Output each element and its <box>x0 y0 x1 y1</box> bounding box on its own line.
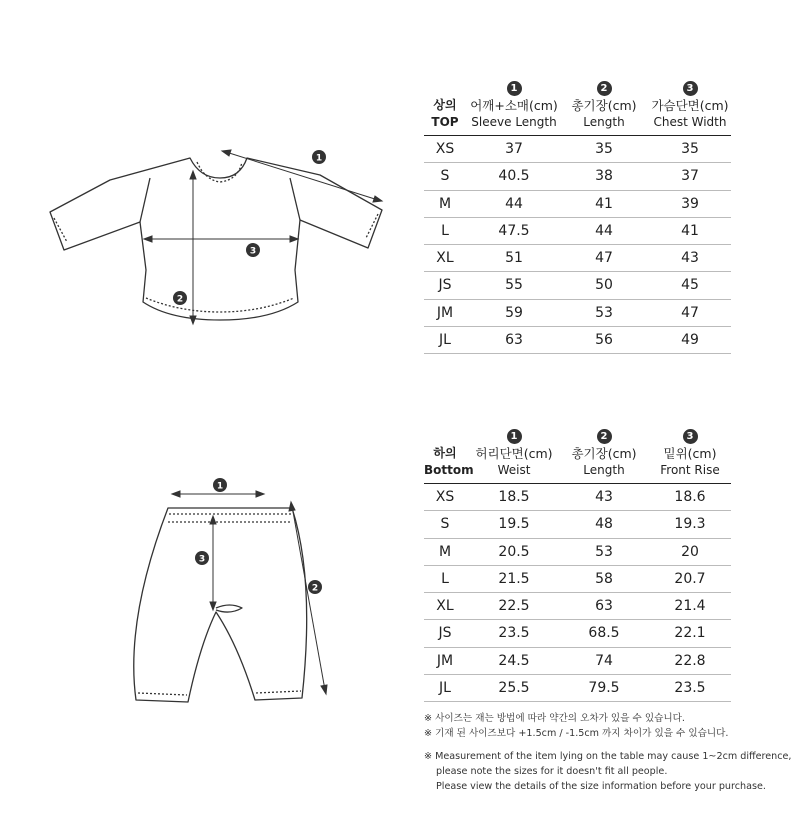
column-header-en: Length <box>583 115 625 129</box>
value-cell: 18.5 <box>498 489 530 505</box>
table-row <box>424 511 731 538</box>
bottom-table-header <box>424 424 731 484</box>
marker-3-text: 3 <box>249 246 257 257</box>
column-header-en: Weist <box>497 463 531 477</box>
value-cell: 23.5 <box>498 625 530 642</box>
marker-2-text: 2 <box>311 583 319 594</box>
value-cell: 59 <box>505 304 523 321</box>
column-header-ko: 총기장(cm) <box>571 446 637 461</box>
value-cell: 58 <box>595 570 613 587</box>
value-cell: 47 <box>681 304 699 321</box>
bottom-label-en: Bottom <box>424 463 474 477</box>
note-ko-1: ※ 사이즈는 재는 방법에 따라 약간의 오차가 있을 수 있습니다. <box>424 713 685 724</box>
bottom-garment-illustration <box>120 470 340 710</box>
top-size-table <box>424 76 731 354</box>
value-cell: 37 <box>681 168 699 185</box>
size-cell: M <box>438 543 452 560</box>
size-cell: S <box>440 168 450 185</box>
value-cell: 44 <box>505 195 523 212</box>
value-cell: 41 <box>681 222 699 239</box>
value-cell: 37 <box>505 141 523 157</box>
note-en-2: please note the sizes for it doesn't fit all people. <box>436 766 668 777</box>
size-cell: JM <box>436 652 454 669</box>
table-row <box>424 648 731 675</box>
size-cell: JM <box>436 304 454 321</box>
marker-3-badge: 3 <box>683 429 698 444</box>
value-cell: 43 <box>595 489 613 505</box>
table-row <box>424 300 731 327</box>
table-row <box>424 163 731 190</box>
value-cell: 19.3 <box>674 516 706 533</box>
value-cell: 68.5 <box>588 625 620 642</box>
column-header-ko: 밑위(cm) <box>663 446 717 461</box>
value-cell: 63 <box>595 598 613 615</box>
table-row <box>424 136 731 163</box>
table-row <box>424 272 731 299</box>
value-cell: 20.5 <box>498 543 530 560</box>
top-label-ko: 상의 <box>433 98 457 112</box>
top-garment-illustration <box>40 140 390 330</box>
value-cell: 39 <box>681 195 699 212</box>
value-cell: 43 <box>681 250 699 267</box>
marker-1-text: 1 <box>315 153 323 164</box>
value-cell: 38 <box>595 168 613 185</box>
value-cell: 50 <box>595 277 613 294</box>
value-cell: 41 <box>595 195 613 212</box>
table-row <box>424 620 731 647</box>
bottom-size-table <box>424 424 731 702</box>
top-illustration-markers <box>173 150 326 305</box>
value-cell: 56 <box>595 332 613 349</box>
note-ko-2: ※ 기재 된 사이즈보다 +1.5cm / -1.5cm 까지 차이가 있을 수 있습니다. <box>424 728 729 739</box>
marker-1-badge: 1 <box>507 429 522 444</box>
value-cell: 21.5 <box>498 570 530 587</box>
size-cell: JS <box>438 625 452 642</box>
value-cell: 25.5 <box>498 680 530 697</box>
value-cell: 53 <box>595 304 613 321</box>
marker-2-text: 2 <box>176 294 184 305</box>
column-header-ko: 가슴단면(cm) <box>651 98 729 113</box>
value-cell: 35 <box>595 141 613 157</box>
size-cell: XL <box>436 598 454 615</box>
value-cell: 45 <box>681 277 699 294</box>
marker-3-badge: 3 <box>683 81 698 96</box>
size-cell: M <box>438 195 452 212</box>
size-cell: JS <box>438 277 452 294</box>
value-cell: 49 <box>681 332 699 349</box>
note-en-1: ※ Measurement of the item lying on the table may cause 1~2cm difference, <box>424 751 792 762</box>
size-cell: XS <box>435 141 455 157</box>
value-cell: 22.1 <box>674 625 706 642</box>
size-cell: XL <box>436 250 454 267</box>
table-row <box>424 593 731 620</box>
marker-1-text: 1 <box>216 481 224 492</box>
top-table-body <box>424 136 731 354</box>
table-row <box>424 675 731 702</box>
column-header-en: Sleeve Length <box>471 115 557 129</box>
value-cell: 44 <box>595 222 613 239</box>
size-cell: L <box>441 570 449 587</box>
bottom-table-body <box>424 484 731 702</box>
table-row <box>424 327 731 354</box>
value-cell: 23.5 <box>674 680 706 697</box>
column-header-ko: 총기장(cm) <box>571 98 637 113</box>
value-cell: 53 <box>595 543 613 560</box>
bottom-label-ko: 하의 <box>433 446 457 460</box>
table-row <box>424 539 731 566</box>
table-row <box>424 566 731 593</box>
value-cell: 21.4 <box>674 598 706 615</box>
value-cell: 22.8 <box>674 652 706 669</box>
size-cell: L <box>441 222 449 239</box>
table-row <box>424 245 731 272</box>
value-cell: 18.6 <box>674 489 706 505</box>
column-header-ko: 어깨+소매(cm) <box>470 98 558 113</box>
table-row <box>424 484 731 511</box>
marker-3-text: 3 <box>198 554 206 565</box>
size-notes <box>424 711 791 794</box>
value-cell: 40.5 <box>498 168 530 185</box>
table-row <box>424 191 731 218</box>
size-cell: XS <box>435 489 455 505</box>
marker-2-badge: 2 <box>597 429 612 444</box>
note-en-3: Please view the details of the size information before your purchase. <box>436 781 766 792</box>
value-cell: 74 <box>595 652 613 669</box>
value-cell: 19.5 <box>498 516 530 533</box>
value-cell: 20.7 <box>674 570 706 587</box>
value-cell: 24.5 <box>498 652 530 669</box>
value-cell: 55 <box>505 277 523 294</box>
size-cell: JL <box>439 680 451 697</box>
top-table-header <box>424 76 731 136</box>
column-header-en: Chest Width <box>653 115 727 129</box>
size-cell: S <box>440 516 450 533</box>
marker-2-badge: 2 <box>597 81 612 96</box>
marker-1-badge: 1 <box>507 81 522 96</box>
value-cell: 79.5 <box>588 680 620 697</box>
value-cell: 22.5 <box>498 598 530 615</box>
top-label-en: TOP <box>431 115 459 129</box>
table-row <box>424 218 731 245</box>
value-cell: 48 <box>595 516 613 533</box>
column-header-ko: 허리단면(cm) <box>475 446 553 461</box>
value-cell: 35 <box>681 141 699 157</box>
value-cell: 63 <box>505 332 523 349</box>
value-cell: 20 <box>681 543 699 560</box>
size-cell: JL <box>439 332 451 349</box>
value-cell: 47.5 <box>498 222 530 239</box>
column-header-en: Length <box>583 463 625 477</box>
value-cell: 47 <box>595 250 613 267</box>
value-cell: 51 <box>505 250 523 267</box>
column-header-en: Front Rise <box>660 463 720 477</box>
